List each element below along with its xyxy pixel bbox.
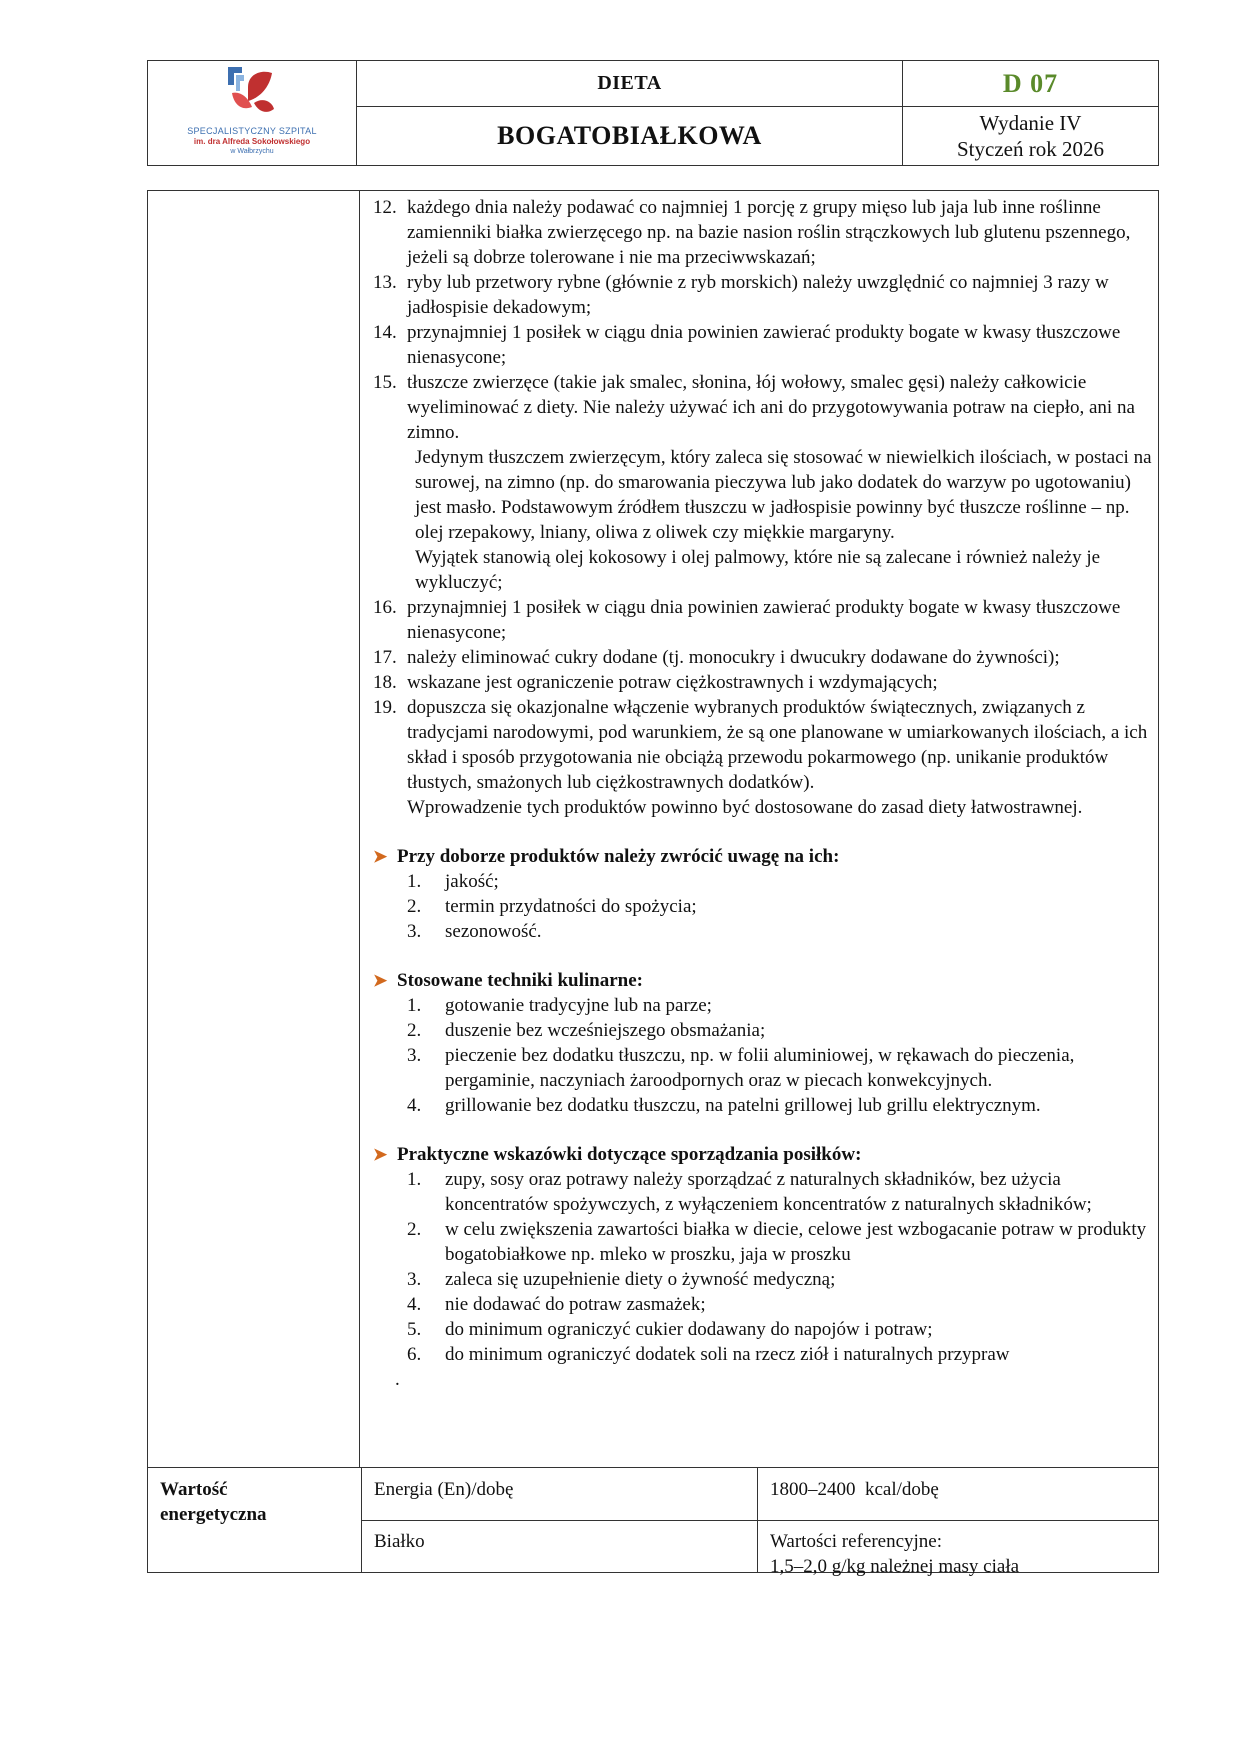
values-value-cell: [758, 1468, 1158, 1577]
logo-text-line1: SPECJALISTYCZNY SZPITAL: [187, 126, 317, 136]
section-product-selection: [373, 844, 1153, 944]
dieta-label: DIETA: [597, 72, 662, 94]
rules-list-continued: [373, 595, 1153, 795]
list-item: 3. sezonowość.: [407, 921, 542, 942]
list-item: 17. należy eliminować cukry dodane (tj. monocukry i dwucukry dodawane do żywności);: [373, 647, 1060, 668]
list-item: 13. ryby lub przetwory rybne (głównie z ryb morskich) należy uwzględnić co najmniej 3 razy w jadłospisie dekadowym;: [373, 272, 1109, 318]
arrow-bullet-icon: ➤: [373, 847, 388, 866]
diet-name: BOGATOBIAŁKOWA: [497, 121, 762, 150]
document-code: D 07: [1002, 68, 1059, 98]
list-item: 2. duszenie bez wcześniejszego obsmażania;: [407, 1020, 766, 1041]
energy-value: 1800–2400 kcal/dobę: [770, 1479, 939, 1500]
list-item: 3. zaleca się uzupełnienie diety o żywność medyczną;: [407, 1269, 836, 1290]
values-label-cell: [148, 1468, 362, 1572]
list-item: 19. dopuszcza się okazjonalne włączenie wybranych produktów świątecznych, związanych z tradycjami narodowymi, pod warunkiem, że są one planowane w umiarkowanych ilościach, a ich skład i sposób przygotowania nie obciążą przewodu pokarmowego (np. unikanie produktów tłustych, smażonych lub ciężkostrawnych dodatków).: [373, 697, 1148, 793]
section-culinary-techniques: [373, 968, 1153, 1118]
header-title-cell: [357, 61, 903, 165]
list-item: 18. wskazane jest ograniczenie potraw ciężkostrawnych i wzdymających;: [373, 672, 938, 693]
arrow-bullet-icon: ➤: [373, 1145, 388, 1164]
energy-values-table: [147, 1467, 1159, 1577]
arrow-bullet-icon: ➤: [373, 971, 388, 990]
energy-name: Energia (En)/dobę: [374, 1479, 514, 1500]
list-item: 2. termin przydatności do spożycia;: [407, 896, 697, 917]
section-title: Praktyczne wskazówki dotyczące sporządzania posiłków:: [397, 1144, 862, 1165]
rule15-paragraph1: Jedynym tłuszczem zwierzęcym, który zaleca się stosować w niewielkich ilościach, w postaci na surowej, na zimno (np. do smarowania pieczywa lub jako dodatek do warzyw po ugotowaniu) jest masło. Podstawowym źródłem tłuszczu w jadłospisie powinny być tłuszcze roślinne – np. olej rzepakowy, lniany, oliwa z oliwek czy miękkie margaryny.: [415, 447, 1152, 543]
rules-list: [373, 195, 1153, 445]
section-practical-tips: [373, 1142, 1153, 1392]
document-header: [147, 60, 1159, 166]
list-item: 2. w celu zwiększenia zawartości białka w diecie, celowe jest wzbogacanie potraw w produkty bogatobiałkowe np. mleko w proszku, jaja w proszku: [407, 1219, 1147, 1265]
list-item: 12. każdego dnia należy podawać co najmniej 1 porcję z grupy mięso lub jaja lub inne roślinne zamienniki białka zwierzęcego np. na bazie nasion roślin strączkowych lub glutenu pszennego, jeżeli są dobrze tolerowane i nie ma przeciwwskazań;: [373, 197, 1131, 268]
list-item: 1. jakość;: [407, 871, 499, 892]
list-item: 4. grillowanie bez dodatku tłuszczu, na patelni grillowej lub grillu elektrycznym.: [407, 1095, 1041, 1116]
rule15-paragraph2: Wyjątek stanowią olej kokosowy i olej palmowy, które nie są zalecane i również należy je wykluczyć;: [415, 547, 1101, 593]
protein-name: Białko: [374, 1531, 425, 1552]
header-code-cell: [903, 61, 1158, 165]
list-item: 16. przynajmniej 1 posiłek w ciągu dnia powinien zawierać produkty bogate w kwasy tłuszczowe nienasycone;: [373, 597, 1121, 643]
content-cell: [373, 195, 1153, 1392]
protein-value-line1: Wartości referencyjne:: [770, 1531, 943, 1552]
logo-text-line3: w Wałbrzychu: [230, 148, 274, 155]
list-item: 1. zupy, sosy oraz potrawy należy sporządzać z naturalnych składników, bez użycia koncentratów spożywczych, z wyłączeniem koncentratów z naturalnych składników;: [407, 1169, 1092, 1215]
logo-cell: [148, 61, 357, 165]
values-name-cell: [362, 1468, 758, 1572]
list-item: 14. przynajmniej 1 posiłek w ciągu dnia powinien zawierać produkty bogate w kwasy tłuszczowe nienasycone;: [373, 322, 1121, 368]
list-item: 1. gotowanie tradycyjne lub na parze;: [407, 995, 712, 1016]
section-title: Stosowane techniki kulinarne:: [397, 970, 643, 991]
values-label: Wartość energetyczna: [160, 1479, 267, 1525]
trailing-dot: .: [395, 1369, 400, 1390]
list-item: 15. tłuszcze zwierzęce (takie jak smalec, słonina, łój wołowy, smalec gęsi) należy całkowicie wyeliminować z diety. Nie należy używać ich ani do przygotowywania potraw na ciepło, ani na zimno.: [373, 372, 1135, 443]
protein-value-line2: 1,5–2,0 g/kg należnej masy ciała: [770, 1556, 1020, 1577]
edition-date: Styczeń rok 2026: [957, 137, 1104, 161]
list-item: 6. do minimum ograniczyć dodatek soli na rzecz ziół i naturalnych przypraw: [407, 1344, 1010, 1365]
section-title: Przy doborze produktów należy zwrócić uwagę na ich:: [397, 846, 840, 867]
list-item: 3. pieczenie bez dodatku tłuszczu, np. w folii aluminiowej, w rękawach do pieczenia, pergaminie, naczyniach żaroodpornych oraz w piecach konwekcyjnych.: [407, 1045, 1075, 1091]
logo-text-line2: im. dra Alfreda Sokołowskiego: [193, 137, 311, 146]
edition: Wydanie IV: [979, 111, 1082, 135]
content-table: [147, 190, 1159, 1468]
list-item: 4. nie dodawać do potraw zasmażek;: [407, 1294, 706, 1315]
rule19-tail: Wprowadzenie tych produktów powinno być dostosowane do zasad diety łatwostrawnej.: [407, 797, 1083, 818]
list-item: 5. do minimum ograniczyć cukier dodawany do napojów i potraw;: [407, 1319, 933, 1340]
